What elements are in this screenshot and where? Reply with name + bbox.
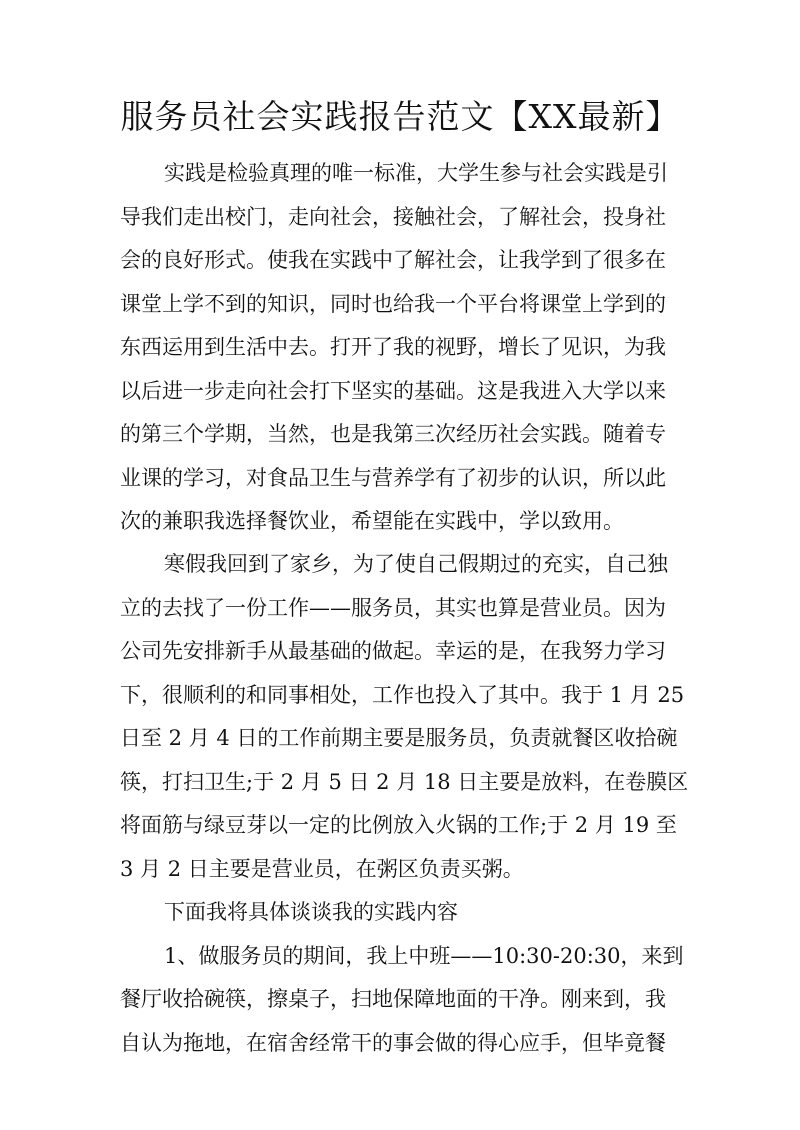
paragraph-line: 将面筋与绿豆芽以一定的比例放入火锅的工作;于 2 月 19 至 <box>120 813 677 837</box>
paragraph-line: 东西运用到生活中去。打开了我的视野，增长了见识，为我 <box>120 335 666 359</box>
paragraph-line: 实践是检验真理的唯一标准，大学生参与社会实践是引 <box>164 161 668 185</box>
paragraph-line: 课堂上学不到的知识，同时也给我一个平台将课堂上学到的 <box>120 292 666 316</box>
paragraph-line: 1、做服务员的期间，我上中班——10:30-20:30，来到 <box>164 944 684 968</box>
paragraph-line: 寒假我回到了家乡，为了使自己假期过的充实，自己独 <box>164 552 668 576</box>
paragraph-line: 自认为拖地，在宿舍经常干的事会做的得心应手，但毕竟餐 <box>120 1031 666 1055</box>
paragraph-line: 业课的学习，对食品卫生与营养学有了初步的认识，所以此 <box>120 466 666 490</box>
paragraph-line: 日至 2 月 4 日的工作前期主要是服务员，负责就餐区收拾碗 <box>120 726 678 750</box>
document-title: 服务员社会实践报告范文【XX最新】 <box>120 97 680 136</box>
paragraph-line: 公司先安排新手从最基础的做起。幸运的是，在我努力学习 <box>120 639 666 663</box>
paragraph-line: 3 月 2 日主要是营业员，在粥区负责买粥。 <box>120 857 524 881</box>
paragraph-line: 次的兼职我选择餐饮业，希望能在实践中，学以致用。 <box>120 509 624 533</box>
paragraph-line: 会的良好形式。使我在实践中了解社会，让我学到了很多在 <box>120 248 666 272</box>
paragraph-line: 餐厅收拾碗筷，擦桌子，扫地保障地面的干净。刚来到，我 <box>120 987 666 1011</box>
paragraph-line: 筷，打扫卫生;于 2 月 5 日 2 月 18 日主要是放料，在卷膜区 <box>120 770 689 794</box>
paragraph-line: 导我们走出校门，走向社会，接触社会，了解社会，投身社 <box>120 205 666 229</box>
paragraph-line: 下，很顺利的和同事相处，工作也投入了其中。我于 1 月 25 <box>120 683 685 707</box>
paragraph-line: 以后进一步走向社会打下坚实的基础。这是我进入大学以来 <box>120 379 666 403</box>
section-heading: 下面我将具体谈谈我的实践内容 <box>164 900 458 924</box>
paragraph-line: 的第三个学期，当然，也是我第三次经历社会实践。随着专 <box>120 422 666 446</box>
paragraph-line: 立的去找了一份工作——服务员，其实也算是营业员。因为 <box>120 596 666 620</box>
